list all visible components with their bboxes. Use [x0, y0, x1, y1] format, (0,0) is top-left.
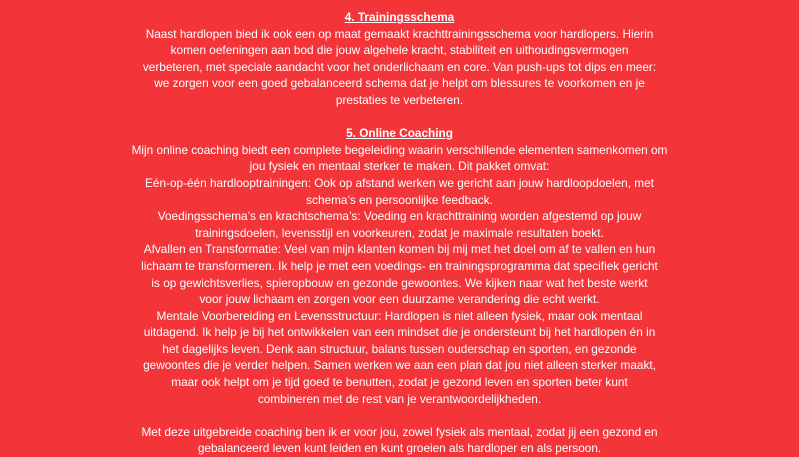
section-trainingsschema — [140, 9, 660, 109]
section-body-trainingsschema: Naast hardlopen bied ik ook een op maat gemaakt krachttrainingsschema voor hardlopers. Hierin komen oefeningen aan bod die jouw algehele kracht, stabiliteit en uithoudingsvermogen verbeteren, met speciale aandacht voor het onderlichaam en core. Van push-ups tot dips en meer: we zorgen voor een goed gebalanceerd schema dat je helpt om blessures te voorkomen en je prestaties te verbeteren. — [142, 26, 657, 107]
section-heading-online-coaching: 5. Online Coaching — [346, 126, 453, 141]
list-item-text: Mentale Voorbereiding en Levensstructuur: Hardlopen is niet alleen fysiek, maar ook mentaal uitdagend. Ik help je bij het ontwikkelen van een mindset die je ondersteunt bij het hardlopen én in het dagelijks leven. Denk aan structuur, balans tussen ouderschap en sporten, en gezonde gewoontes die je verder helpen. Samen werken we aan een plan dat jou niet alleen sterker maakt, maar ook helpt om je tijd goed te benutten, zodat je gezond leven en sporten beter kunt combineren met de rest van je verantwoordelijkheden. — [143, 308, 656, 406]
section-closing — [140, 424, 660, 457]
spacer — [0, 109, 799, 126]
list-item-text: Voedingsschema’s en krachtschema’s: Voeding en krachttraining worden afgestemd op jouw trainingsdoelen, levensstijl en voorkeuren, zodat je maximale resultaten boekt. — [157, 209, 642, 240]
list-item-empty — [140, 407, 660, 424]
list-item — [140, 208, 660, 241]
list-item — [140, 241, 660, 307]
section-online-coaching — [131, 125, 668, 175]
section-heading-trainingsschema: 4. Trainingsschema — [344, 10, 455, 24]
list-item — [140, 175, 660, 208]
list-item-text: Eén-op-één hardlooptrainingen: Ook op afstand werken we gericht aan jouw hardloopdoelen, met schema’s en persoonlijke feedback. — [145, 175, 654, 207]
list-item-text: Afvallen en Transformatie: Veel van mijn klanten komen bij mij met het doel om af te vallen en hun lichaam te transformeren. Ik help je met een voedings- en trainingsprogramma dat specifiek gericht is op gewichtsverlies, spieropbouw en gezonde gewoontes. We kijken naar wat het beste werkt voor jouw lichaam en zorgen voor een duurzame verandering die echt werkt. — [141, 242, 658, 307]
coaching-list — [0, 175, 799, 424]
closing-text: Met deze uitgebreide coaching ben ik er voor jou, zowel fysiek als mentaal, zodat jij een gezond en gebalanceerd leven kunt leiden en kunt groeien als hardloper en als persoon. — [141, 424, 658, 456]
section-intro-online-coaching: Mijn online coaching biedt een complete begeleiding waarin verschillende elementen samenkomen om jou fysiek en mentaal sterker te maken. Dit pakket omvat: — [131, 142, 668, 174]
list-item — [140, 308, 660, 408]
